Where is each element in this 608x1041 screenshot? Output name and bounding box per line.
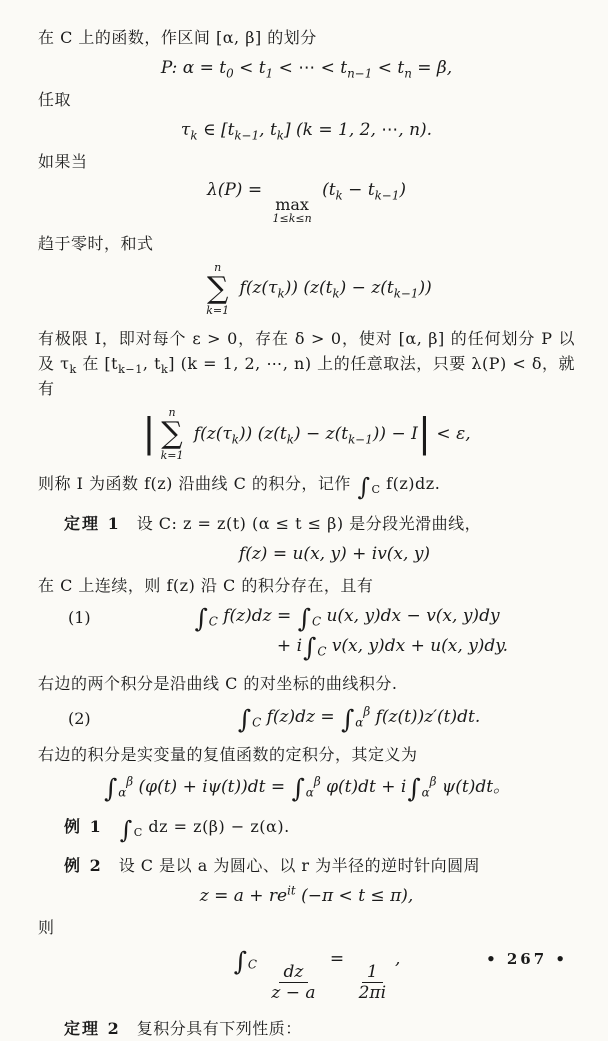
text-run: 任取 — [38, 89, 72, 109]
paragraph — [38, 573, 575, 598]
text-run: 则 — [38, 918, 55, 938]
paragraph — [38, 87, 575, 112]
integral-sign: ∫ — [303, 633, 317, 664]
paragraph — [38, 471, 575, 501]
page-content — [38, 25, 575, 1041]
delimiter-bar: | — [142, 411, 156, 457]
integral-sign: ∫ — [194, 603, 208, 634]
paragraph — [38, 671, 575, 696]
text-run: 有极限 I，即对每个 ε > 0，存在 δ > 0，使对 [α, β] 的任何划分 P 以及 $\tau_k$ 在 [$t_{k-1}$, $t_k$] (k = 1, 2, ⋯, n) 上的任意取法，只要 λ(P) < δ，就有 — [38, 328, 575, 398]
paragraph — [38, 231, 575, 256]
text-run: λ(P) = max 1≤k≤n $(t_k - t_{k-1})$ — [206, 179, 407, 226]
text-run: 趋于零时，和式 — [38, 233, 154, 253]
term-label: 例 2 — [64, 856, 103, 876]
paragraph — [38, 25, 575, 50]
text-run: 如果当 — [38, 151, 88, 171]
text-run: P: $\alpha = t_0 < t_1$ < ⋯ < $t_{n-1} < t_n = \beta$, — [160, 58, 453, 81]
display-formula — [38, 57, 575, 80]
display-formula — [38, 603, 575, 634]
display-formula — [38, 406, 575, 462]
display-formula — [38, 704, 575, 735]
display-formula — [38, 261, 575, 317]
text-run: $\int_C$ $f(z)dz = \int_C$ u(x, y)dx − v(x, y)dy — [194, 603, 500, 634]
integral-sign: ∫ — [407, 774, 421, 805]
delimiter-bar: | — [417, 411, 432, 457]
integral-sign: ∫ — [119, 815, 133, 844]
integral-sign: ∫ — [237, 704, 252, 735]
paragraph — [38, 915, 575, 940]
text-run: n ∑ k=1 $f(z(\tau_k)) (z(t_k) - z(t_{k-1}))$ — [206, 260, 432, 317]
text-run: 在 C 上连续，则 f(z) 沿 C 的积分存在，且有 — [38, 576, 374, 596]
paragraph — [38, 814, 575, 844]
text-run: 设 C 是以 a 为圆心、以 r 为半径的逆时针向圆周 — [118, 856, 481, 876]
integral-sign: ∫ — [357, 472, 371, 501]
equation-number: (1) — [68, 608, 91, 628]
equation-number: (2) — [68, 709, 91, 729]
paragraph — [38, 511, 575, 536]
text-run: | n ∑ k=1 $f(z(\tau_k)) (z(t_k) - z(t_{k-1})) - I| < \varepsilon$, — [142, 405, 471, 463]
text-run: $\int_C$ $f(z)dz = \int_\alpha^\beta$ f(z(t))z′(t)dt. — [237, 704, 481, 735]
integral-sign: ∫ — [291, 774, 305, 805]
text-run: 右边的积分是实变量的复值函数的定积分，其定义为 — [38, 744, 418, 764]
term-label: 定理 2 — [64, 1018, 121, 1038]
text-run: 则称 I 为函数 f(z) 沿曲线 C 的积分，记作 $\int_C$ f(z)dz. — [38, 472, 441, 501]
paragraph — [38, 1016, 575, 1041]
text-run: f(z) = u(x, y) + iv(x, y) — [238, 544, 431, 565]
paragraph — [38, 742, 575, 767]
text-run: 右边的两个积分是沿曲线 C 的对坐标的曲线积分. — [38, 674, 398, 694]
text-run: $\tau_k$ ∈ [$t_{k-1}$, $t_k$] (k = 1, 2, ⋯, n). — [180, 119, 433, 143]
display-formula — [38, 774, 575, 805]
paragraph — [38, 149, 575, 174]
fraction: $\frac{1}{2\pi i}$ — [358, 961, 387, 1004]
text-run: 复积分具有下列性质： — [136, 1018, 302, 1038]
integral-sign: ∫ — [233, 946, 247, 977]
page-number-label: • 267 • — [486, 950, 568, 968]
sum-operator: n ∑ k=1 — [160, 405, 184, 463]
paragraph — [38, 853, 575, 878]
display-formula — [38, 543, 575, 566]
display-formula — [38, 119, 575, 142]
fraction: $\frac{dz}{z - a}$ — [271, 961, 316, 1004]
text-run: $\int_\alpha^\beta$ $(\varphi(t) + i\psi(t))dt = \int_\alpha^\beta$ $\varphi(t)dt + i\int_\alpha^\beta$ ψ(t)dt。 — [103, 774, 511, 805]
max-operator: max 1≤k≤n — [272, 194, 312, 226]
integral-sign: ∫ — [297, 603, 311, 634]
text-run: 设 C: z = z(t) (α ≤ t ≤ β) 是分段光滑曲线， — [136, 514, 482, 534]
paragraph — [38, 326, 575, 401]
display-formula — [38, 179, 575, 226]
integral-sign: ∫ — [103, 774, 118, 805]
integral-sign: ∫ — [340, 704, 355, 735]
display-formula — [38, 633, 575, 664]
text-run: $z = a + re^{it}$ (−π < t ≤ π), — [199, 883, 414, 907]
term-label: 例 1 — [64, 817, 103, 837]
display-formula — [38, 885, 575, 908]
sum-operator: n ∑ k=1 — [206, 260, 230, 317]
text-run: $\int_C$ $\frac{dz}{z - a}$ = $\frac{1}{2\pi i}$ , — [233, 946, 401, 1004]
text-run: $\int_C$ dz = z(β) − z(α). — [119, 815, 290, 844]
term-label: 定理 1 — [64, 514, 121, 534]
text-run: 在 C 上的函数，作区间 [α, β] 的划分 — [38, 28, 317, 47]
page-number — [486, 950, 568, 968]
text-run: + $i\int_C$ v(x, y)dx + u(x, y)dy. — [276, 633, 509, 664]
